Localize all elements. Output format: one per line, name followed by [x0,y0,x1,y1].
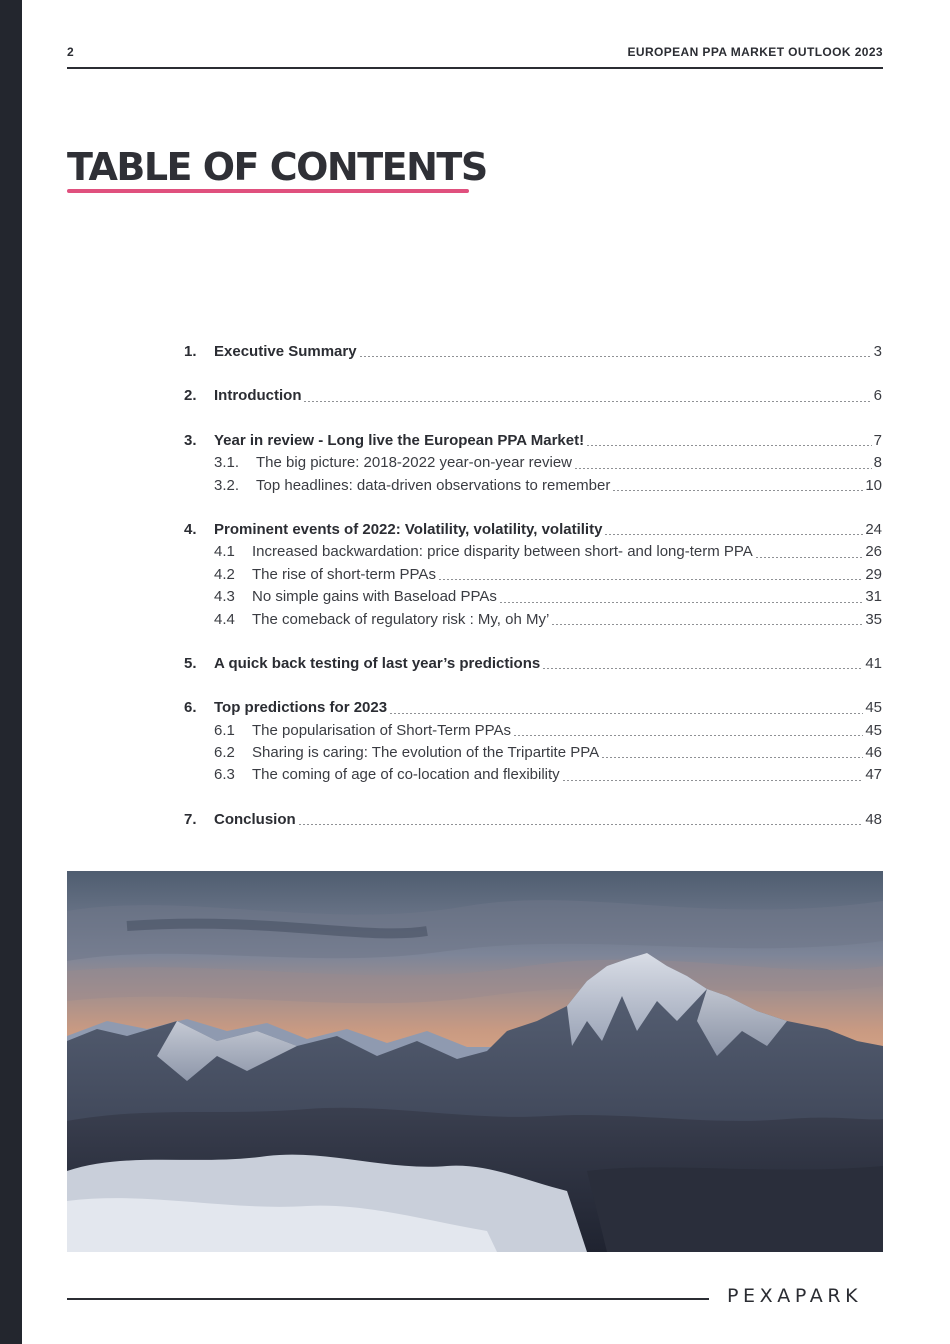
toc-title: Executive Summary [214,343,357,360]
toc-subentry[interactable] [184,541,882,563]
toc-entry[interactable] [184,385,882,407]
toc-number: 4.1 [214,543,235,561]
toc-page: 26 [865,543,882,561]
table-of-contents [184,341,882,831]
toc-heading: TABLE OF CONTENTS [67,145,487,189]
toc-subentry[interactable] [184,609,882,631]
page-header [67,45,883,69]
toc-number: 4. [184,520,197,538]
toc-title: Top headlines: data-driven observations to remember [256,476,611,494]
dot-leader [562,780,864,781]
toc-subentry[interactable] [184,475,882,497]
dot-leader [586,445,872,446]
toc-subentry[interactable] [184,720,882,742]
dot-leader [612,490,863,491]
toc-page: 7 [873,431,882,449]
toc-number: 4.4 [214,610,235,628]
toc-page: 3 [873,343,882,360]
toc-number: 6. [184,699,197,717]
toc-subentry[interactable] [184,452,882,474]
toc-page: 24 [865,520,882,538]
dot-leader [604,534,863,535]
toc-page: 41 [865,654,882,672]
dot-leader [298,824,864,825]
dot-leader [601,757,863,758]
toc-number: 1. [184,343,197,360]
toc-number: 2. [184,387,197,405]
toc-page: 6 [873,387,882,405]
toc-number: 3.2. [214,476,240,494]
toc-entry[interactable] [184,697,882,719]
document-title: EUROPEAN PPA MARKET OUTLOOK 2023 [627,45,883,59]
dot-leader [499,602,863,603]
toc-title: Increased backwardation: price disparity between short- and long-term PPA [252,543,753,561]
toc-title: The popularisation of Short-Term PPAs [252,721,512,739]
toc-subentry[interactable] [184,586,882,608]
toc-title: Year in review - Long live the European PPA Market! [214,431,585,449]
pexapark-logo: PEXAPARK [727,1285,863,1307]
toc-page: 8 [873,454,882,472]
toc-title: The big picture: 2018-2022 year-on-year review [256,454,573,472]
toc-page: 46 [865,744,882,762]
dot-leader [359,356,872,357]
toc-title: Introduction [214,387,302,405]
toc-entry[interactable] [184,519,882,541]
toc-page: 31 [865,588,882,606]
toc-title: The coming of age of co-location and flexibility [252,766,560,784]
toc-entry[interactable] [184,653,882,675]
mountain-illustration [67,871,883,1252]
toc-entry[interactable] [184,341,882,363]
toc-number: 3. [184,431,197,449]
side-bar [0,0,22,1344]
dot-leader [438,579,863,580]
dot-leader [542,668,863,669]
toc-subentry[interactable] [184,742,882,764]
toc-number: 3.1. [214,454,240,472]
toc-number: 4.3 [214,588,235,606]
toc-number: 7. [184,810,197,828]
toc-subentry[interactable] [184,564,882,586]
mountain-photo [67,871,883,1252]
toc-page: 47 [865,766,882,784]
dot-leader [551,624,863,625]
toc-title: No simple gains with Baseload PPAs [252,588,497,606]
footer-divider [67,1298,709,1300]
toc-number: 6.1 [214,721,235,739]
page-number: 2 [67,45,74,59]
toc-page: 45 [865,699,882,717]
toc-title: Sharing is caring: The evolution of the Tripartite PPA [252,744,600,762]
toc-page: 29 [865,565,882,583]
toc-page: 48 [865,810,882,828]
toc-title: Top predictions for 2023 [214,699,388,717]
dot-leader [513,735,863,736]
toc-page: 35 [865,610,882,628]
toc-entry[interactable] [184,430,882,452]
toc-title: A quick back testing of last year’s predictions [214,654,541,672]
dot-leader [574,468,872,469]
toc-title: Conclusion [214,810,296,828]
dot-leader [303,401,871,402]
toc-subentry[interactable] [184,764,882,786]
dot-leader [389,713,863,714]
toc-title: The rise of short-term PPAs [252,565,436,583]
toc-title: The comeback of regulatory risk : My, oh My’ [252,610,550,628]
toc-page: 10 [865,476,882,494]
toc-entry[interactable] [184,809,882,831]
toc-title: Prominent events of 2022: Volatility, volatility, volatility [214,520,603,538]
toc-number: 6.2 [214,744,235,762]
dot-leader [755,557,864,558]
heading-underline [67,189,469,193]
toc-number: 5. [184,654,197,672]
toc-number: 6.3 [214,766,235,784]
toc-number: 4.2 [214,565,235,583]
toc-page: 45 [865,721,882,739]
